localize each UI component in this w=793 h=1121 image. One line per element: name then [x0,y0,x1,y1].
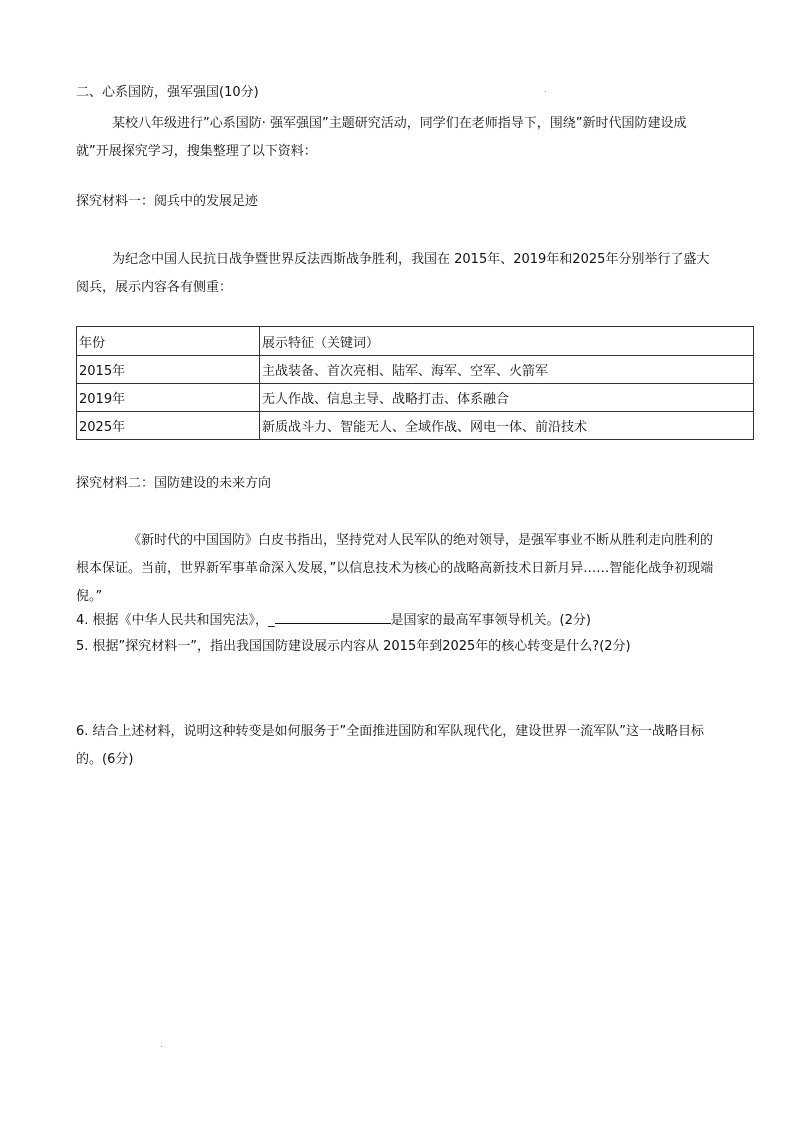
question-4-prefix: 4. 根据《中华人民共和国宪法》，_ [76,613,275,628]
parade-table [76,326,754,440]
material1-paragraph [76,246,718,302]
table-header-features: 展示特征（关键词） [260,327,754,356]
material2-paragraph [76,527,718,611]
table-cell-year: 2019年 [77,384,260,412]
question-4 [76,611,591,630]
section-title: 二、心系国防，强军强国(10分) [76,85,259,100]
table-row [77,412,754,440]
table-row [77,384,754,412]
scan-speck [545,91,546,92]
section-intro [76,110,718,166]
table-header-year: 年份 [77,327,260,356]
table-row [77,356,754,384]
table-cell-year: 2015年 [77,356,260,384]
table-cell-features: 主战装备、首次亮相、陆军、海军、空军、火箭军 [260,356,754,384]
section-intro-text: 某校八年级进行”心系国防· 强军强国”主题研究活动，同学们在老师指导下，围绕”新时代国防建设成就”开展探究学习，搜集整理了以下资料： [76,116,687,159]
scan-speck [161,1046,162,1047]
material2-title: 探究材料二：国防建设的未来方向 [76,476,272,491]
question-4-suffix: 是国家的最高军事领导机关。(2分) [390,613,591,628]
table-cell-year: 2025年 [77,412,260,440]
table-header-row [77,327,754,356]
question-5: 5. 根据”探究材料一”，指出我国国防建设展示内容从 2015年到2025年的核心转变是什么?(2分) [76,639,631,654]
table-cell-features: 无人作战、信息主导、战略打击、体系融合 [260,384,754,412]
material2-text: 《新时代的中国国防》白皮书指出，坚持党对人民军队的绝对领导，是强军事业不断从胜利走向胜利的根本保证。当前，世界新军事革命深入发展，”以信息技术为核心的战略高新技术日新月异……智能化战争初现端倪。” [76,533,714,604]
material1-title: 探究材料一：阅兵中的发展足迹 [76,194,259,209]
answer-blank [275,611,391,624]
question-6: 6. 结合上述材料，说明这种转变是如何服务于”全面推进国防和军队现代化，建设世界一流军队”这一战略目标的。(6分) [76,724,705,767]
material1-text: 为纪念中国人民抗日战争暨世界反法西斯战争胜利，我国在 2015年、2019年和2025年分别举行了盛大阅兵，展示内容各有侧重： [76,252,710,295]
table-cell-features: 新质战斗力、智能无人、全域作战、网电一体、前沿技术 [260,412,754,440]
